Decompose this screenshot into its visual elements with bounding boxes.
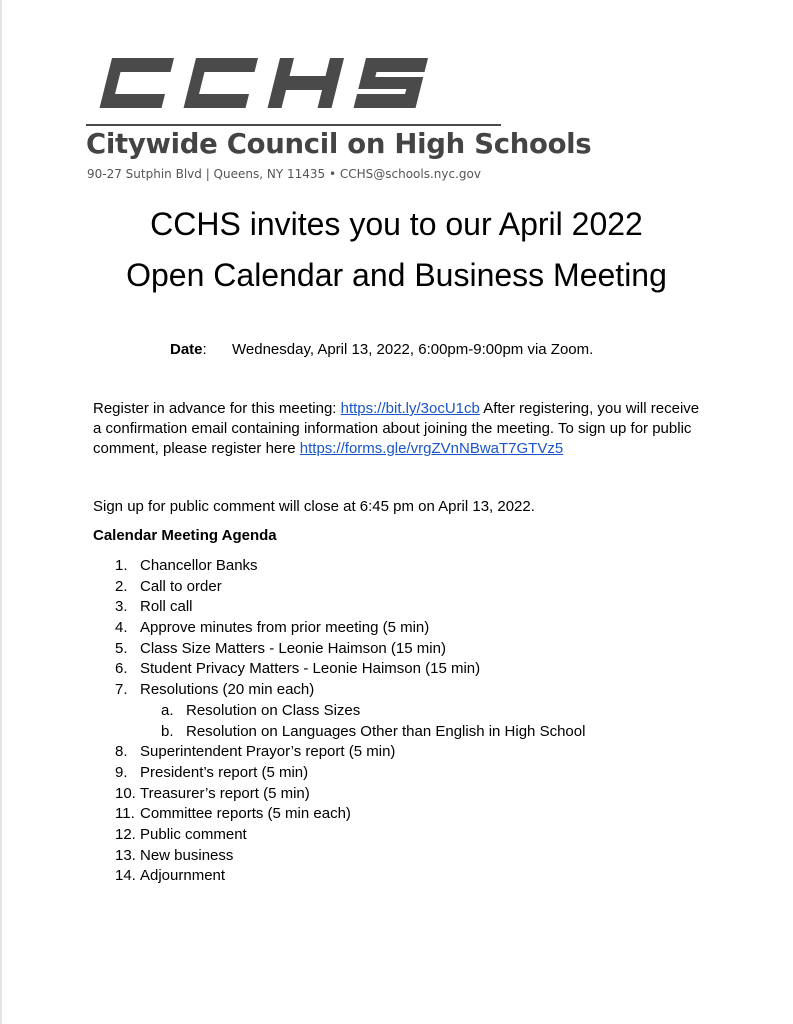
headline-line-2: Open Calendar and Business Meeting [126, 257, 667, 293]
page-edge [0, 0, 2, 1024]
item-number: 2. [115, 577, 128, 595]
item-text: Student Privacy Matters - Leonie Haimson (15 min) [140, 660, 481, 678]
date-label: Date [170, 341, 203, 358]
item-number: 9. [115, 763, 128, 781]
registration-paragraph [93, 399, 703, 459]
meeting-date [170, 341, 594, 358]
item-number: 13. [115, 846, 136, 864]
public-comment-link[interactable]: https://forms.gle/vrgZVnNBwaT7GTVz5 [299, 440, 564, 457]
date-colon: : [202, 341, 207, 358]
item-number: 11. [115, 805, 135, 823]
item-text: Approve minutes from prior meeting (5 min) [140, 619, 430, 637]
item-number: 10. [115, 784, 136, 802]
item-text: Public comment [140, 825, 247, 843]
item-number: 8. [115, 743, 128, 761]
item-text: Adjournment [140, 867, 226, 885]
item-text: Call to order [140, 577, 222, 595]
item-number: 7. [115, 681, 128, 699]
register-text-1: Register in advance for this meeting: [93, 400, 341, 417]
item-number: b. [161, 722, 174, 740]
registration-link[interactable]: https://bit.ly/3ocU1cb [340, 400, 480, 417]
item-text: New business [140, 846, 234, 864]
item-text: Resolution on Class Sizes [186, 701, 361, 719]
item-text: Class Size Matters - Leonie Haimson (15 min) [140, 639, 446, 657]
org-address: 90-27 Sutphin Blvd | Queens, NY 11435 • CCHS@schools.nyc.gov [87, 167, 481, 181]
item-text: Resolutions (20 min each) [140, 681, 315, 699]
date-value: Wednesday, April 13, 2022, 6:00pm-9:00pm via Zoom. [232, 341, 594, 358]
item-number: 5. [115, 639, 128, 657]
item-text: Chancellor Banks [140, 557, 258, 574]
org-name: Citywide Council on High Schools [86, 128, 592, 160]
item-number: 1. [115, 557, 128, 574]
signup-close-notice: Sign up for public comment will close at 6:45 pm on April 13, 2022. [93, 498, 535, 515]
item-number: a. [161, 701, 174, 719]
item-number: 12. [115, 825, 136, 843]
item-text: Superintendent Prayor’s report (5 min) [140, 743, 396, 761]
agenda-title: Calendar Meeting Agenda [93, 527, 277, 544]
item-number: 4. [115, 619, 128, 637]
headline-line-1: CCHS invites you to our April 2022 [150, 206, 643, 242]
item-number: 14. [115, 867, 136, 885]
item-text: Treasurer’s report (5 min) [140, 784, 310, 802]
item-text: Committee reports (5 min each) [140, 805, 351, 823]
register-text-2: After registering, you will receive a confirmation email containing information about joining the meeting. To sign up for public comment, please register here [93, 400, 700, 457]
item-text: Roll call [140, 598, 193, 616]
item-number: 3. [115, 598, 128, 616]
item-number: 6. [115, 660, 128, 678]
item-text: Resolution on Languages Other than English in High School [186, 722, 586, 740]
cchs-logo [86, 50, 506, 185]
item-text: President’s report (5 min) [140, 763, 309, 781]
